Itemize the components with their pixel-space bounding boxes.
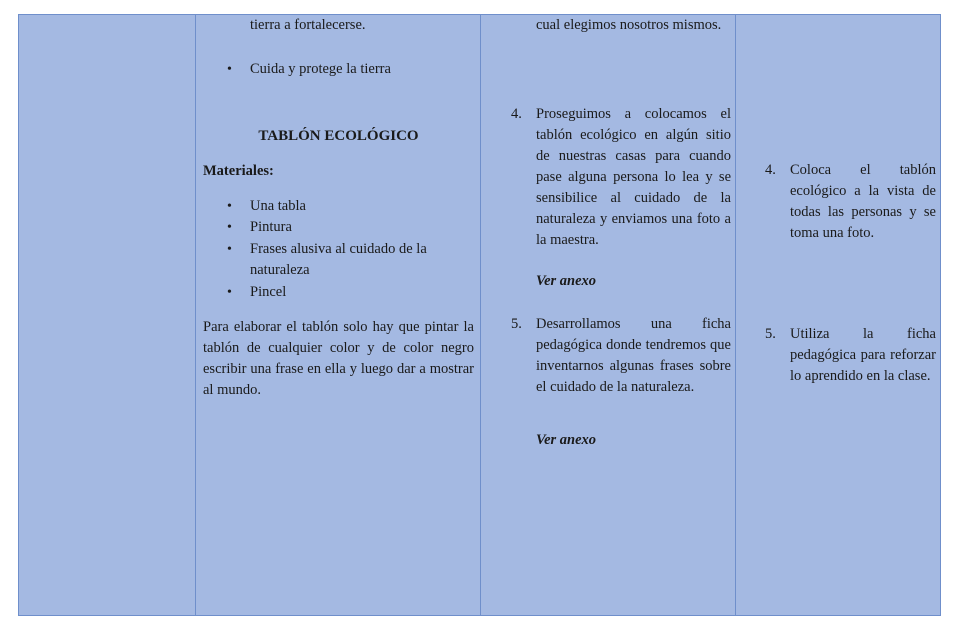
step-number: 4. bbox=[765, 162, 776, 178]
step-number: 5. bbox=[511, 316, 522, 332]
step-number: 5. bbox=[765, 326, 776, 342]
step-5-content: Desarrollamos una ficha pedagógica donde tendremos que inventarnos algunas frases sobre el cuidado de la naturaleza. bbox=[536, 316, 731, 395]
previous-text-fragment: tierra a fortalecerse. bbox=[250, 17, 366, 33]
previous-text-fragment: cual elegimos nosotros mismos. bbox=[536, 17, 722, 33]
section-title: TABLÓN ECOLÓGICO bbox=[258, 128, 419, 144]
step-5-content: Utiliza la ficha pedagógica para reforzar lo aprendido en la clase. bbox=[790, 326, 936, 384]
step-5-text bbox=[511, 314, 731, 398]
material-item: • Pincel bbox=[250, 282, 465, 303]
table-column-4 bbox=[736, 15, 942, 615]
step-5-text bbox=[765, 324, 936, 387]
table-column-3 bbox=[481, 15, 736, 615]
step-4-text bbox=[765, 160, 936, 244]
material-item: • Pintura bbox=[250, 217, 465, 238]
annex-label: Ver anexo bbox=[536, 432, 597, 448]
list-item-cuida: • Cuida y protege la tierra bbox=[250, 59, 470, 80]
table-column-2 bbox=[196, 15, 481, 615]
instructions-paragraph: Para elaborar el tablón solo hay que pintar la tablón de cualquier color y de color negro escribir una frase en ella y luego dar a mostrar al mundo. bbox=[203, 319, 474, 398]
table-column-1 bbox=[19, 15, 196, 615]
annex-label: Ver anexo bbox=[536, 273, 597, 289]
step-4-content: Coloca el tablón ecológico a la vista de todas las personas y se toma una foto. bbox=[790, 162, 936, 241]
materials-label: Materiales: bbox=[203, 163, 274, 179]
step-number: 4. bbox=[511, 106, 522, 122]
activity-table bbox=[18, 14, 941, 616]
material-item: • Frases alusiva al cuidado de la naturaleza bbox=[250, 239, 465, 281]
step-4-text bbox=[511, 104, 731, 251]
material-item: • Una tabla bbox=[250, 196, 465, 217]
step-4-content: Proseguimos a colocamos el tablón ecológico en algún sitio de nuestras casas para cuando pase alguna persona lo lea y se sensibilice al cuidado de la naturaleza y enviamos una foto a la maestra. bbox=[536, 106, 731, 248]
